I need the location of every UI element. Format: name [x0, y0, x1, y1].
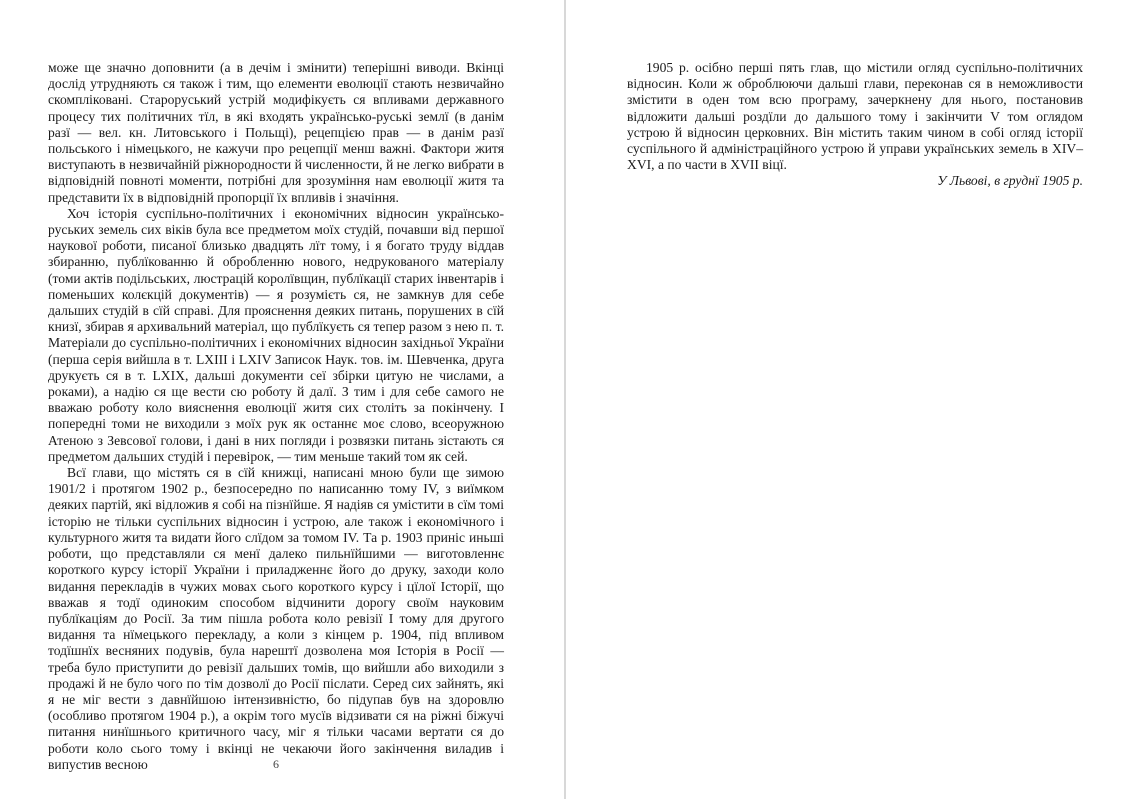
paragraph-1: може ще значно доповнити (а в дечім і змінити) теперішні виводи. Вкінці дослід утрудняють ся також і тим, що елементи еволюції стають незвичайно скомпліковані. Староруський устрій модифікуєть ся впливами державного процесу тих політичних тїл, в які входять українсько-руські землї (в данім разї — вел. кн. Литовського і Польщі), рецепцією прав — в данім разї польського і німецького, не кажучи про рецепції менш важні. Фактори житя виступають в незвичайній ріжнородности й численности, й не легко вибрати в відповідній повноті моменти, потрібні для зрозуміння нам еволюції житя та представити їх в відповідній пропорції їх впливів і значіння.: [48, 60, 504, 205]
paragraph-4: 1905 р. осібно перші пять глав, що містили огляд суспільно-політичних відносин. Коли ж оброблюючи дальші глави, переконав ся в неможливости змістити в оден том всю програму, зачеркнену для нього, постановив відложити дальші роздїли до дальшого тому і закінчити V том оглядом устрою й відносин церковних. Він містить таким чином в собі огляд історії суспільного й адміністраційного устрою й управи українських земель в XIV–XVI, а по части в XVII віцї.: [627, 60, 1083, 173]
right-page-text: [627, 60, 1083, 190]
paragraph-3: Всї глави, що містять ся в сїй книжці, написані мною були ще зимою 1901/2 і протягом 1902 р., безпосередно по написанню тому IV, з виїмком деяких партій, які відложив я собі на пізнїйше. Я надіяв ся умістити в сїм томі історію не тільки суспільних відносин і устрою, але також і економічного і культурного житя та видати його слїдом за томом IV. Та р. 1903 приніс иньші роботи, що представляли ся менї далеко пильнїйшими — виготовленнє короткого курсу історії України і приладженнє його до друку, заходи коло видання перекладів в чужих мовах сього короткого курсу і цїлої Історії, що вважав я тодї одиноким способом відчинити дорогу своїм науковим публїкаціям до Росії. За тим пішла робота коло ревізії I тому для другого видання та нїмецького перекладу, а коли з кінцем р. 1904, під впливом тодїшнїх весняних подувів, була нарештї дозволена моя Історія в Росії — треба було приступити до ревізії дальших томів, що вийшли або виходили з продажі й не було чого по тім дозволї до Росії післати. Серед сих зайнять, які я не міг вести з давнїйшою інтензивністю, бо підупав був на здоровлю (особливо протягом 1904 р.), а окрім того мусїв відзивати ся на ріжні біжучі питання нинїшнього критичного часу, міг я тільки часами вертати ся до роботи коло сього тому і вкінці не чекаючи його закінчення виладив і випустив весною: [48, 465, 504, 772]
page-number: 6: [273, 757, 279, 771]
left-page-text: [48, 60, 504, 773]
paragraph-2: Хоч історія суспільно-політичних і економічних відносин українсько-руських земель сих віків була все предметом моїх студій, почавши від першої наукової роботи, писаної близько двадцять лїт тому, і я богато труду віддав збиранню, публїкованню й обробленню нового, недрукованого матеріалу (томи актів подільських, люстрацій королївщин, публїкації старих інвентарів і поменьших колєкцій документів) — я розумієть ся, не замкнув для себе дальших студій в сїй справі. Для прояснення деяких питань, порушених в сїй книзї, збирав я архивальний матеріал, що публїкуєть ся тепер разом з нею п. т. Матеріали до суспільно-політичних і економічних відносин західньої України (перша серія вийшла в т. LXIII і LXIV Записок Наук. тов. ім. Шевченка, друга друкуєть ся в т. LXIX, дальші документи сеї збірки цитую не числами, а роками), а надію ся ще вести сю роботу й далї. З тим і для себе самого не вважаю роботу коло вияснення еволюції житя сих століть за покінчену. І попередні томи не виходили з моїх рук як останнє моє слово, всеоружною Атеною з Зевсової голови, і дані в них погляди і розвязки питань зістають ся предметом дальших студій і перевірок, — тим меньше такий том як сей.: [48, 205, 504, 464]
signature: У Львові, в груднї 1905 р.: [937, 173, 1083, 189]
left-page: [0, 0, 564, 799]
